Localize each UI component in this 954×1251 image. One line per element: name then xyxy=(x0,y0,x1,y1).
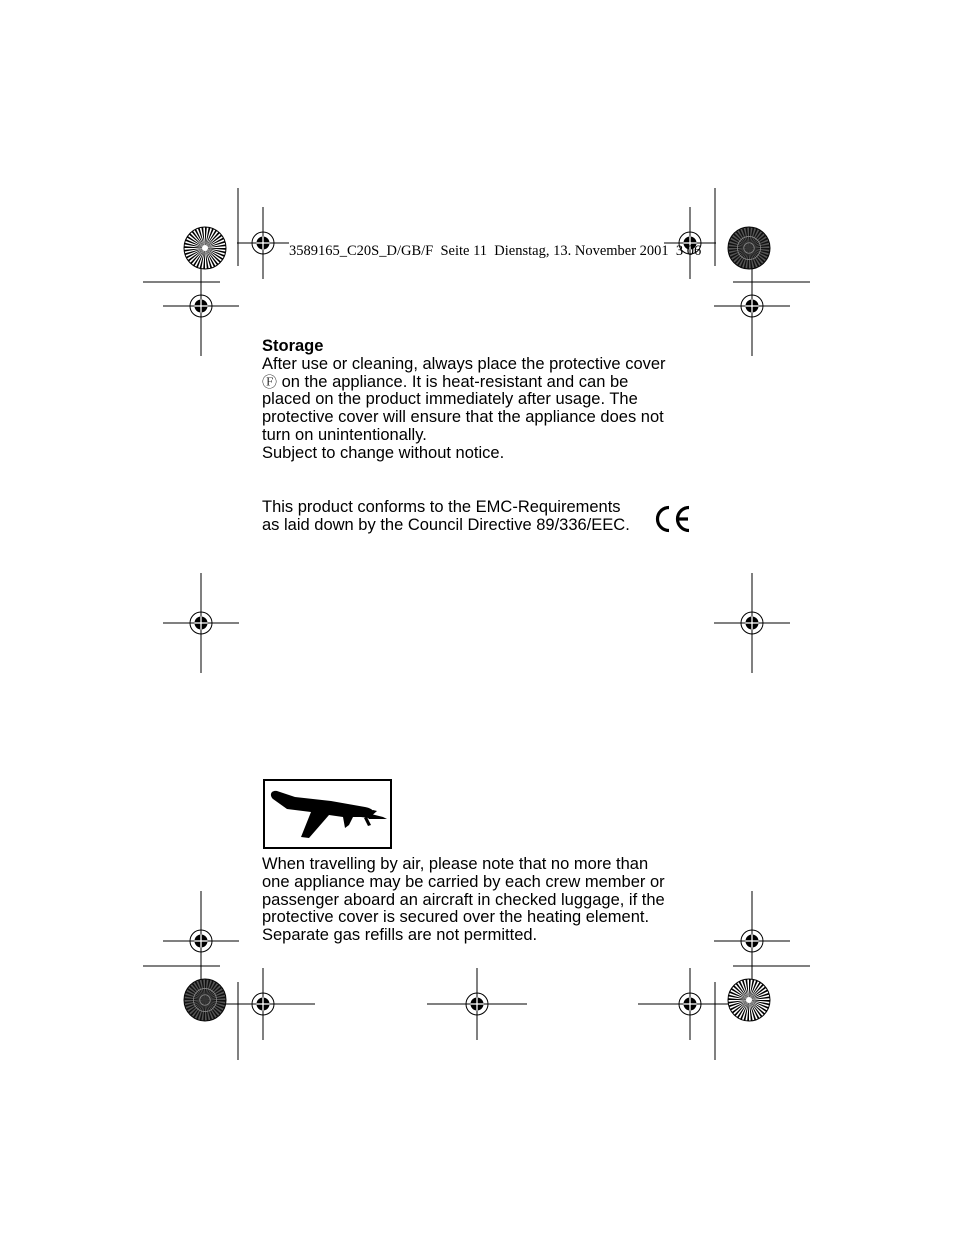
storage-line-2-text: on the appliance. It is heat-resistant and can be xyxy=(281,372,629,391)
travel-line-5: Separate gas refills are not permitted. xyxy=(262,926,538,945)
travel-line-4: protective cover is secured over the heating element. xyxy=(262,908,650,927)
travel-line-1: When travelling by air, please note that no more than xyxy=(262,855,649,873)
storage-line-1: After use or cleaning, always place the protective cover xyxy=(262,354,666,373)
registration-mark-icon xyxy=(163,573,239,673)
registration-mark-icon xyxy=(163,891,239,991)
registration-mark-icon xyxy=(714,573,790,673)
print-slug-line xyxy=(289,243,701,260)
registration-mark-icon xyxy=(163,256,239,356)
storage-line-3: placed on the product immediately after usage. The xyxy=(262,390,638,409)
part-f-symbol: Ⓕ xyxy=(262,372,278,391)
emc-section xyxy=(262,499,630,535)
registration-mark-icon xyxy=(714,891,790,991)
slug-tail: 3 06 xyxy=(675,243,702,259)
storage-line-4: protective cover will ensure that the appliance does not xyxy=(262,408,664,427)
slug-text: 3589165_C20S_D/GB/F Seite 11 Dienstag, 13. November 2001 xyxy=(289,243,676,259)
travel-line-2: one appliance may be carried by each crew member or xyxy=(262,872,665,891)
emc-line-1: This product conforms to the EMC-Requirements xyxy=(262,498,621,516)
storage-section xyxy=(262,338,666,463)
registration-mark-icon xyxy=(714,256,790,356)
airplane-pictogram xyxy=(263,779,392,849)
storage-line-2 xyxy=(262,374,666,392)
airplane-icon xyxy=(265,781,390,847)
storage-line-5: turn on unintentionally. xyxy=(262,425,427,444)
starburst-target-icon xyxy=(728,979,770,1021)
starburst-target-icon xyxy=(728,227,770,269)
starburst-target-icon xyxy=(184,227,226,269)
registration-mark-icon xyxy=(427,968,527,1040)
storage-line-6: Subject to change without notice. xyxy=(262,443,505,462)
air-travel-section xyxy=(262,856,665,945)
emc-line-2: as laid down by the Council Directive 89/336/EEC. xyxy=(262,515,630,534)
storage-heading: Storage xyxy=(262,337,324,355)
registration-mark-icon xyxy=(237,207,289,279)
registration-mark-icon xyxy=(211,968,315,1040)
ce-mark-icon xyxy=(652,501,692,537)
starburst-target-icon xyxy=(184,979,226,1021)
registration-mark-icon xyxy=(638,968,742,1040)
travel-line-3: passenger aboard an aircraft in checked luggage, if the xyxy=(262,890,665,909)
